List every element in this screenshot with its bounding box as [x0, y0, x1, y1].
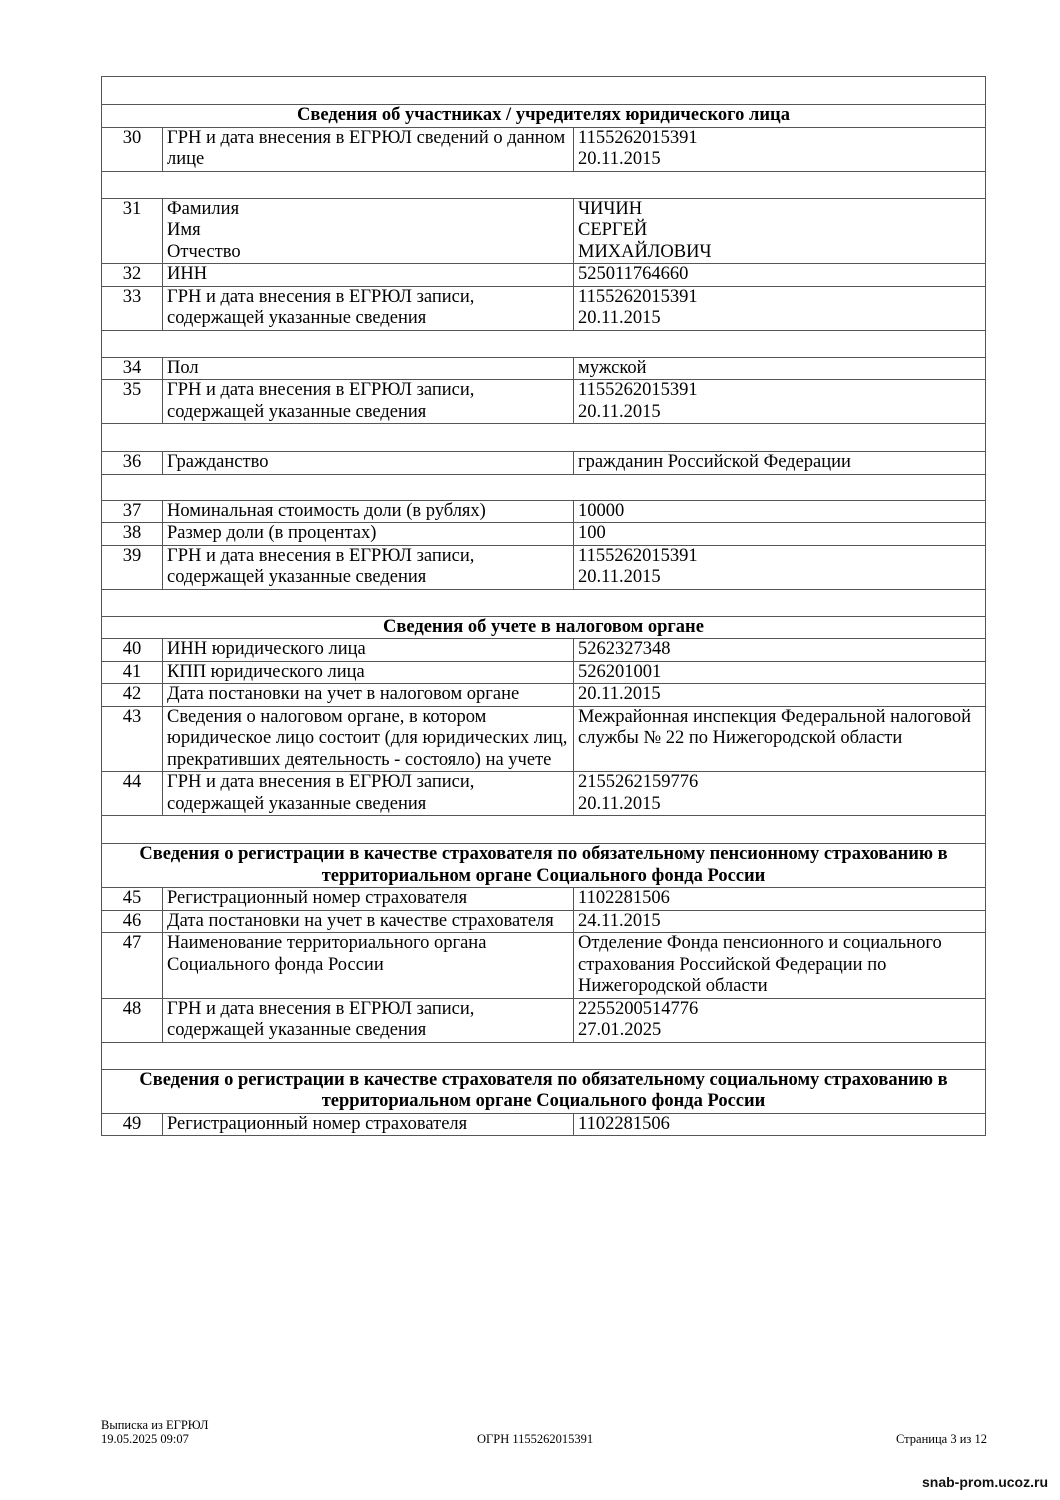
row-label: ГРН и дата внесения в ЕГРЮЛ записи, содержащей указанные сведения — [163, 545, 574, 589]
row-value: 1102281506 — [574, 1113, 986, 1136]
blank-row — [102, 589, 986, 616]
row-value: мужской — [574, 357, 986, 380]
table-row — [102, 286, 986, 330]
table-row — [102, 998, 986, 1042]
row-value: гражданин Российской Федерации — [574, 452, 986, 475]
table-row — [102, 452, 986, 475]
row-number: 46 — [102, 910, 163, 933]
row-number: 33 — [102, 286, 163, 330]
footer-left — [101, 1418, 209, 1446]
row-value: 2255200514776 27.01.2025 — [574, 998, 986, 1042]
row-number: 40 — [102, 639, 163, 662]
section-header-row — [102, 844, 986, 888]
row-value: Межрайонная инспекция Федеральной налоговой службы № 22 по Нижегородской области — [574, 706, 986, 772]
row-label: Сведения о налоговом органе, в котором юридическое лицо состоит (для юридических лиц, прекративших деятельность - состояло) на учете — [163, 706, 574, 772]
row-value: 100 — [574, 523, 986, 546]
table-row — [102, 545, 986, 589]
table-row — [102, 127, 986, 171]
blank-row — [102, 1042, 986, 1069]
row-label: КПП юридического лица — [163, 661, 574, 684]
section-header-row — [102, 616, 986, 639]
table-row — [102, 888, 986, 911]
watermark: snab-prom.ucoz.ru — [921, 1474, 1048, 1490]
row-number: 43 — [102, 706, 163, 772]
row-number: 44 — [102, 772, 163, 816]
table-row — [102, 198, 986, 264]
row-label: Гражданство — [163, 452, 574, 475]
section-title: Сведения о регистрации в качестве страхователя по обязательному пенсионному страхованию в территориальном органе Социального фонда России — [102, 844, 986, 888]
table-row — [102, 523, 986, 546]
row-number: 38 — [102, 523, 163, 546]
row-label: ИНН юридического лица — [163, 639, 574, 662]
footer-page-number: Страница 3 из 12 — [896, 1432, 987, 1446]
row-label: Пол — [163, 357, 574, 380]
table-row — [102, 684, 986, 707]
row-number: 30 — [102, 127, 163, 171]
section-header-row — [102, 1069, 986, 1113]
row-number: 45 — [102, 888, 163, 911]
footer-ogrn: ОГРН 1155262015391 — [477, 1432, 594, 1446]
row-label: ГРН и дата внесения в ЕГРЮЛ записи, содержащей указанные сведения — [163, 772, 574, 816]
row-value: 1155262015391 20.11.2015 — [574, 380, 986, 424]
row-label: Наименование территориального органа Социального фонда России — [163, 933, 574, 999]
table-row — [102, 706, 986, 772]
row-number: 37 — [102, 500, 163, 523]
row-value: 20.11.2015 — [574, 684, 986, 707]
row-number: 49 — [102, 1113, 163, 1136]
row-number: 42 — [102, 684, 163, 707]
blank-row — [102, 330, 986, 357]
row-value: 1102281506 — [574, 888, 986, 911]
table-row — [102, 661, 986, 684]
row-label: Регистрационный номер страхователя — [163, 1113, 574, 1136]
row-number: 47 — [102, 933, 163, 999]
egrul-table — [101, 76, 986, 1136]
row-value: 526201001 — [574, 661, 986, 684]
table-row — [102, 264, 986, 287]
section-title: Сведения об учете в налоговом органе — [102, 616, 986, 639]
row-label: ИНН — [163, 264, 574, 287]
blank-row — [102, 171, 986, 198]
table-row — [102, 639, 986, 662]
blank-row — [102, 474, 986, 500]
section-header-row — [102, 105, 986, 128]
row-label: ГРН и дата внесения в ЕГРЮЛ записи, содержащей указанные сведения — [163, 286, 574, 330]
row-value: 1155262015391 20.11.2015 — [574, 545, 986, 589]
row-number: 31 — [102, 198, 163, 264]
row-value: Отделение Фонда пенсионного и социального страхования Российской Федерации по Нижегородской области — [574, 933, 986, 999]
blank-cell — [102, 171, 986, 198]
row-number: 34 — [102, 357, 163, 380]
table-row — [102, 357, 986, 380]
blank-row — [102, 424, 986, 452]
row-number: 36 — [102, 452, 163, 475]
table-row — [102, 933, 986, 999]
row-value: 10000 — [574, 500, 986, 523]
row-value: ЧИЧИН СЕРГЕЙ МИХАЙЛОВИЧ — [574, 198, 986, 264]
row-number: 35 — [102, 380, 163, 424]
row-value: 525011764660 — [574, 264, 986, 287]
row-label: Регистрационный номер страхователя — [163, 888, 574, 911]
row-label: Дата постановки на учет в налоговом органе — [163, 684, 574, 707]
blank-cell — [102, 1042, 986, 1069]
row-value: 5262327348 — [574, 639, 986, 662]
blank-cell — [102, 589, 986, 616]
row-value: 24.11.2015 — [574, 910, 986, 933]
row-label: Номинальная стоимость доли (в рублях) — [163, 500, 574, 523]
row-label: Дата постановки на учет в качестве страхователя — [163, 910, 574, 933]
row-number: 41 — [102, 661, 163, 684]
row-label: ГРН и дата внесения в ЕГРЮЛ сведений о данном лице — [163, 127, 574, 171]
row-label: Фамилия Имя Отчество — [163, 198, 574, 264]
table-row — [102, 910, 986, 933]
blank-row — [102, 816, 986, 844]
section-title: Сведения о регистрации в качестве страхователя по обязательному социальному страхованию в территориальном органе Социального фонда России — [102, 1069, 986, 1113]
row-value: 1155262015391 20.11.2015 — [574, 286, 986, 330]
blank-cell — [102, 424, 986, 452]
row-number: 32 — [102, 264, 163, 287]
footer-datetime: 19.05.2025 09:07 — [101, 1432, 189, 1446]
section-title: Сведения об участниках / учредителях юридического лица — [102, 105, 986, 128]
table-row — [102, 1113, 986, 1136]
table-row — [102, 500, 986, 523]
blank-row — [102, 77, 986, 105]
table-row — [102, 380, 986, 424]
row-label: ГРН и дата внесения в ЕГРЮЛ записи, содержащей указанные сведения — [163, 998, 574, 1042]
row-value: 2155262159776 20.11.2015 — [574, 772, 986, 816]
row-number: 48 — [102, 998, 163, 1042]
blank-cell — [102, 816, 986, 844]
footer-doc-title: Выписка из ЕГРЮЛ — [101, 1418, 209, 1432]
row-label: ГРН и дата внесения в ЕГРЮЛ записи, содержащей указанные сведения — [163, 380, 574, 424]
blank-cell — [102, 330, 986, 357]
row-number: 39 — [102, 545, 163, 589]
row-label: Размер доли (в процентах) — [163, 523, 574, 546]
blank-cell — [102, 474, 986, 500]
table-row — [102, 772, 986, 816]
row-value: 1155262015391 20.11.2015 — [574, 127, 986, 171]
blank-cell — [102, 77, 986, 105]
